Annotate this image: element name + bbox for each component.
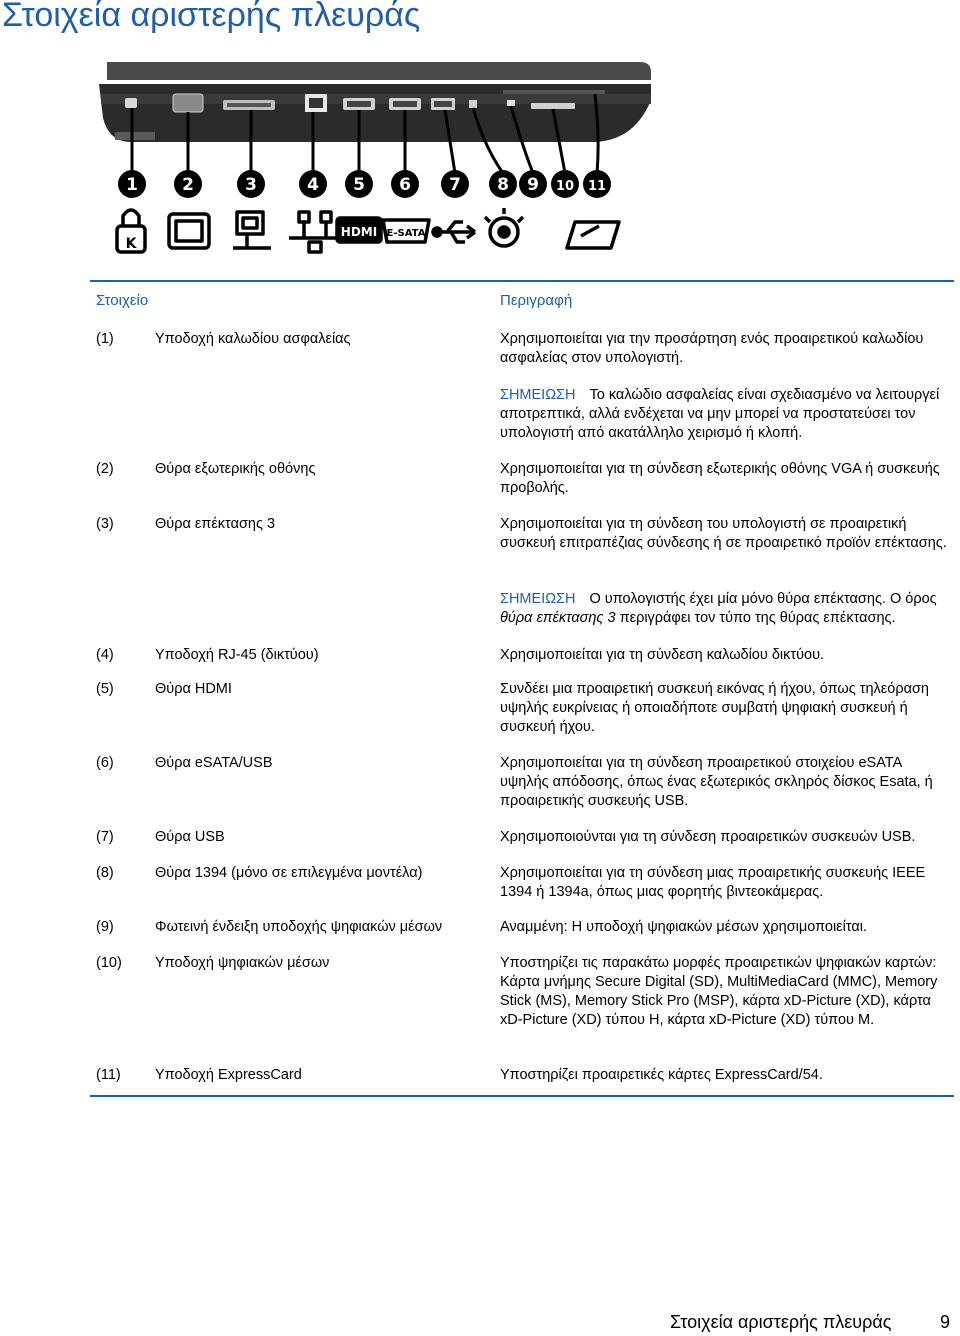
footer-section-title: Στοιχεία αριστερής πλευράς (670, 1312, 892, 1332)
row-item: Θύρα επέκτασης 3 (155, 516, 276, 532)
note-text-start: Ο υπολογιστής έχει μία μόνο θύρα επέκτασης. Ο όρος (589, 591, 937, 607)
row-number: (9) (96, 919, 114, 935)
row-number: (11) (96, 1067, 121, 1083)
row-description: Χρησιμοποιούνται για τη σύνδεση προαιρετικών συσκευών USB. (500, 829, 916, 845)
network-icon (289, 212, 341, 252)
row-description: Χρησιμοποιείται για την προσάρτηση ενός προαιρετικού καλωδίου ασφαλείας στον υπολογιστή. (500, 331, 924, 366)
row-item: Θύρα 1394 (μόνο σε επιλεγμένα μοντέλα) (155, 865, 423, 881)
callout-number-4: 4 (307, 175, 319, 195)
expansion-port (223, 100, 275, 110)
callout-number-8: 8 (497, 175, 509, 195)
callout-number-9: 9 (527, 175, 539, 195)
note-text-end: περιγράφει τον τύπο της θύρας επέκτασης. (615, 610, 896, 626)
callout-number-10: 10 (555, 179, 575, 194)
svg-text:E-SATA: E-SATA (386, 228, 426, 239)
callout-number-7: 7 (449, 175, 461, 195)
esata-icon (383, 220, 429, 242)
external-monitor-icon (169, 214, 209, 248)
row-description: Συνδέει μια προαιρετική συσκευή εικόνας ή ήχου, όπως τηλεόραση υψηλής ευκρίνειας ή οποιαδήποτε συμβατή ψηφιακή συσκευή ή συσκευή ήχου. (500, 681, 929, 735)
row-item: Υποδοχή RJ-45 (δικτύου) (155, 647, 319, 663)
row-number: (5) (96, 681, 114, 697)
note-text: Το καλώδιο ασφαλείας είναι σχεδιασμένο να λειτουργεί αποτρεπτικά, αλλά ενδέχεται να μην μπορεί να προστατεύσει τον υπολογιστή από ακατάλληλο χειρισμό ή κλοπή. (500, 387, 940, 441)
rj45-port (305, 94, 327, 112)
row-number: (10) (96, 955, 122, 971)
table-bottom-rule (90, 1095, 954, 1097)
row-description: Χρησιμοποιείται για τη σύνδεση μιας προαιρετικής συσκευής IEEE 1394 ή 1394a, όπως μιας φορητής βιντεοκάμερας. (500, 865, 926, 900)
media-slot-port (531, 103, 575, 109)
footer-page-number: 9 (940, 1312, 951, 1332)
firewire-port (469, 100, 477, 108)
lock-icon (117, 210, 145, 252)
row-number: (1) (96, 331, 114, 347)
row-description: Χρησιμοποιείται για τη σύνδεση του υπολογιστή σε προαιρετική συσκευή επιτραπέζιας σύνδεσης ή σε προαιρετικό προϊόν επέκτασης. (500, 516, 947, 551)
row-item: Υποδοχή ExpressCard (155, 1067, 302, 1083)
svg-text:HDMI: HDMI (340, 225, 378, 239)
note-text-italic: θύρα επέκτασης 3 (500, 610, 616, 626)
row-description: Αναμμένη: Η υποδοχή ψηφιακών μέσων χρησιμοποιείται. (500, 919, 868, 935)
media-led (507, 100, 515, 106)
note-label: ΣΗΜΕΙΩΣΗ (500, 387, 576, 403)
svg-text:K: K (125, 236, 137, 252)
callout-badges (118, 170, 611, 198)
row-item: Φωτεινή ένδειξη υποδοχής ψηφιακών μέσων (155, 919, 443, 935)
hdmi-icon (337, 218, 381, 242)
row-number: (7) (96, 829, 114, 845)
row-number: (3) (96, 516, 114, 532)
expresscard-slot (503, 90, 605, 94)
firewire-icon (485, 208, 523, 246)
laptop-left-side-figure (95, 48, 655, 270)
table-header-description: Περιγραφή (500, 292, 573, 309)
callout-number-5: 5 (353, 175, 365, 195)
media-card-icon (567, 222, 619, 248)
esata-port (389, 98, 421, 110)
row-number: (2) (96, 461, 114, 477)
table-top-rule (90, 280, 954, 282)
row-number: (4) (96, 647, 114, 663)
usb-port (431, 98, 455, 110)
row-item: Υποδοχή ψηφιακών μέσων (155, 955, 330, 971)
row-item: Θύρα HDMI (155, 681, 232, 697)
row-number: (8) (96, 865, 114, 881)
row-description: Υποστηρίζει προαιρετικές κάρτες ExpressCard/54. (500, 1067, 823, 1083)
hdmi-port (343, 98, 375, 110)
callout-number-2: 2 (182, 175, 194, 195)
row-item: Θύρα εξωτερικής οθόνης (155, 461, 316, 477)
note-security-cable (500, 386, 956, 443)
note-expansion-port (500, 590, 956, 628)
callout-number-6: 6 (399, 175, 411, 195)
callout-number-3: 3 (245, 175, 257, 195)
usb-icon (433, 222, 475, 242)
row-item: Θύρα eSATA/USB (155, 755, 273, 771)
expansion-port-icon (233, 212, 271, 248)
row-item: Υποδοχή καλωδίου ασφαλείας (155, 331, 351, 347)
security-slot-port (125, 98, 137, 108)
row-description: Χρησιμοποιείται για τη σύνδεση προαιρετικού στοιχείου eSATA υψηλής απόδοσης, όπως ένας εξωτερικός σκληρός δίσκος Esata, ή προαιρετικής συσκευής USB. (500, 755, 933, 809)
callout-number-11: 11 (587, 179, 607, 194)
vga-port (173, 94, 203, 112)
note-label: ΣΗΜΕΙΩΣΗ (500, 591, 576, 607)
callout-number-1: 1 (126, 175, 138, 195)
table-header-item: Στοιχείο (96, 292, 149, 309)
port-icons-row (117, 208, 619, 252)
page-title: Στοιχεία αριστερής πλευράς (2, 0, 421, 34)
row-description: Χρησιμοποιείται για τη σύνδεση καλωδίου δικτύου. (500, 647, 825, 663)
row-description: Χρησιμοποιείται για τη σύνδεση εξωτερικής οθόνης VGA ή συσκευής προβολής. (500, 461, 940, 496)
row-description: Υποστηρίζει τις παρακάτω μορφές προαιρετικών ψηφιακών καρτών: Κάρτα μνήμης Secure Digital (SD), MultiMediaCard (MMC), Memory Stick (MS), Memory Stick Pro (MSP), κάρτα xD-Picture (XD), κάρτα xD-Picture (XD) τύπου H, κάρτα xD-Picture (XD) τύπου M. (500, 955, 938, 1028)
row-number: (6) (96, 755, 114, 771)
row-item: Θύρα USB (155, 829, 225, 845)
